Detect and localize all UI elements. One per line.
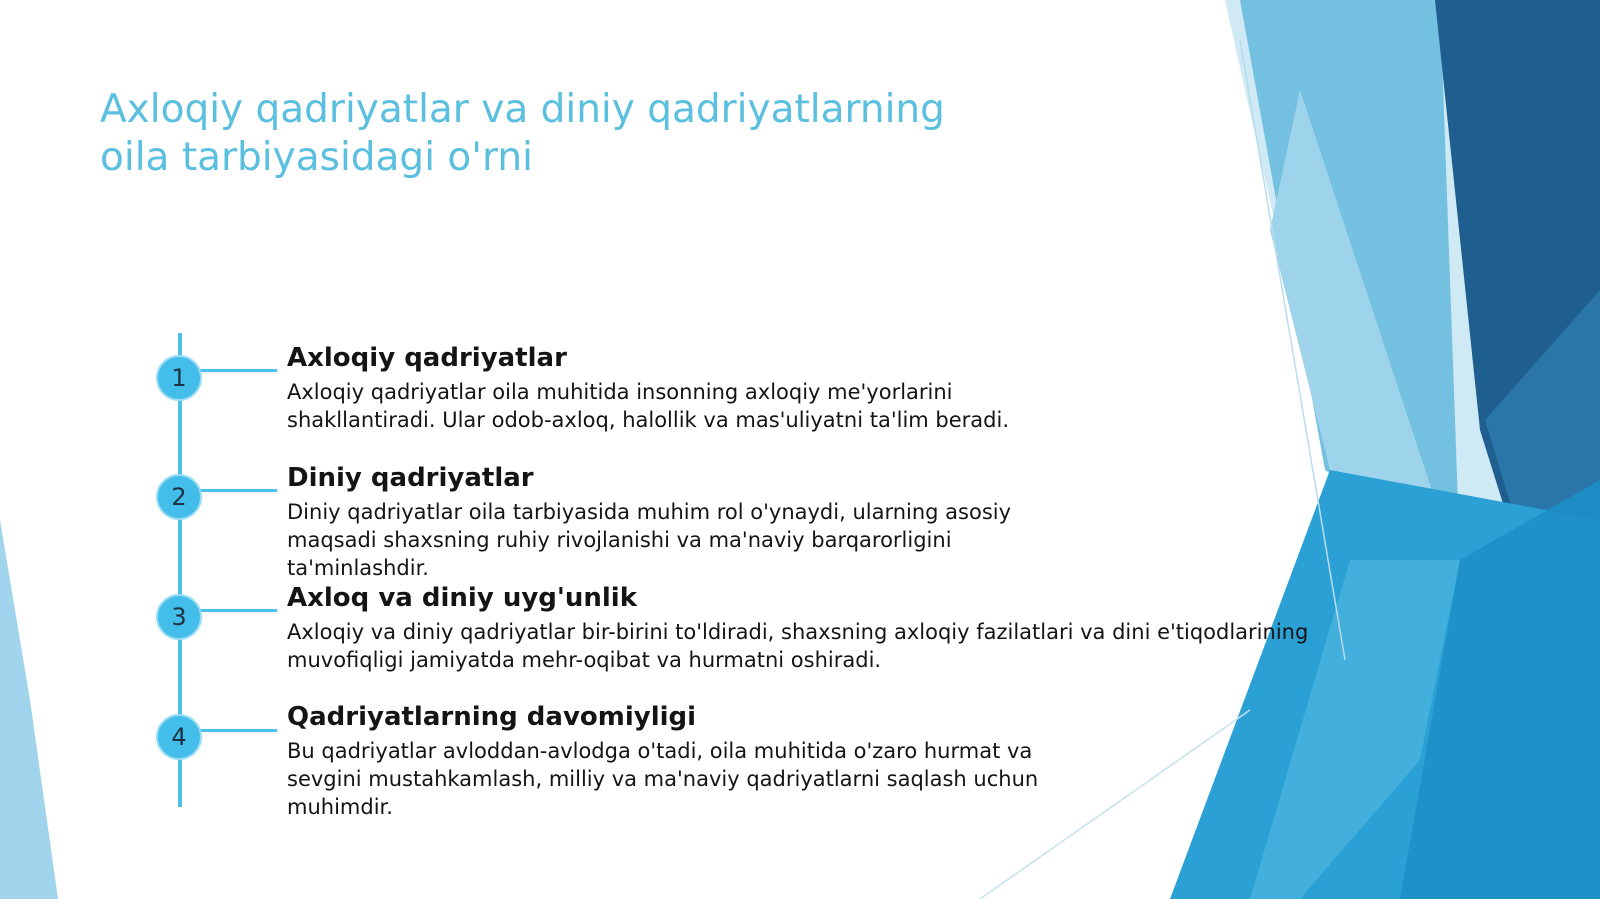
step-heading: Axloq va diniy uyg'unlik — [287, 583, 637, 613]
step-connector — [200, 729, 277, 732]
slide-title: Axloqiy qadriyatlar va diniy qadriyatlarning oila tarbiyasidagi o'rni — [100, 87, 945, 180]
step-connector — [200, 609, 277, 612]
step-connector — [200, 369, 277, 372]
step-description: Bu qadriyatlar avloddan-avlodga o'tadi, oila muhitida o'zaro hurmat va sevgini mustahkamlash, milliy va ma'naviy qadriyatlarni saqlash uchun muhimdir. — [287, 739, 1039, 819]
step-number-badge: 2 — [156, 474, 202, 520]
step-heading: Diniy qadriyatlar — [287, 463, 534, 493]
step-number-badge: 1 — [156, 355, 202, 401]
step-description: Axloqiy va diniy qadriyatlar bir-birini to'ldiradi, shaxsning axloqiy fazilatlari va dini e'tiqodlarining muvofiqligi jamiyatda mehr-oqibat va hurmatni oshiradi. — [287, 620, 1309, 672]
step-number-badge: 3 — [156, 594, 202, 640]
step-description: Diniy qadriyatlar oila tarbiyasida muhim rol o'ynaydi, ularning asosiy maqsadi shaxsning ruhiy rivojlanishi va ma'naviy barqarorligini ta'minlashdir. — [287, 500, 1012, 580]
left-edge-shape — [0, 520, 58, 899]
step-connector — [200, 489, 277, 492]
step-heading: Qadriyatlarning davomiyligi — [287, 702, 697, 732]
step-number-badge: 4 — [156, 714, 202, 760]
step-description: Axloqiy qadriyatlar oila muhitida insonning axloqiy me'yorlarini shakllantiradi. Ular odob-axloq, halollik va mas'uliyatni ta'lim beradi. — [287, 380, 1009, 432]
step-heading: Axloqiy qadriyatlar — [287, 343, 567, 373]
